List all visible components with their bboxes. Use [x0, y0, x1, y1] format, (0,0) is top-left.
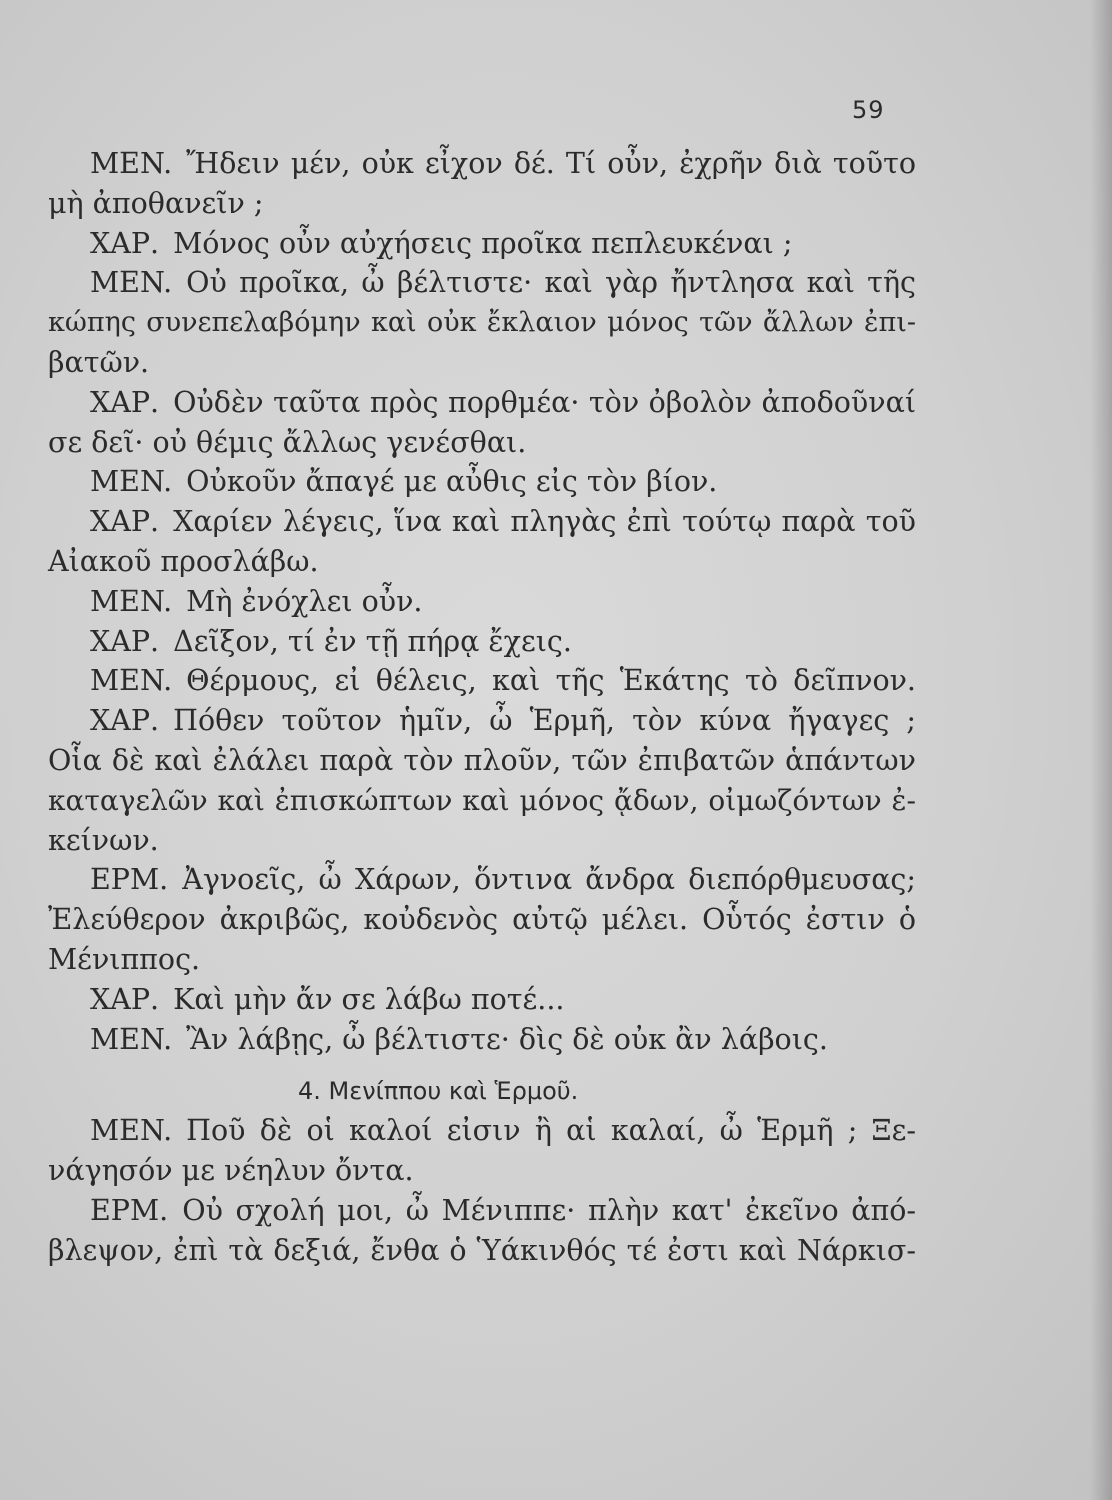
page-number: 59 — [852, 96, 885, 124]
line-text: Οὐκοῦν ἄπαγέ με αὖθις εἰς τὸν βίον. — [186, 465, 718, 499]
line-text: βατῶν. — [48, 345, 150, 379]
line-text: μὴ ἀποθανεῖν ; — [48, 186, 264, 220]
text-line — [48, 622, 916, 662]
line-text: Αἰακοῦ προσλάβω. — [48, 544, 319, 578]
text-line — [48, 900, 916, 940]
line-text: Χαρίεν λέγεις, ἵνα καὶ πληγὰς ἐπὶ τούτῳ παρὰ τοῦ — [173, 505, 916, 539]
text-line — [48, 303, 916, 343]
text-line — [48, 1231, 916, 1271]
text-line — [48, 1151, 916, 1191]
line-text: Ἀγνοεῖς, ὦ Χάρων, ὅντινα ἄνδρα διεπόρθμευσας; — [182, 863, 916, 897]
text-line — [48, 423, 916, 463]
line-text: κώπης συνεπελαβόμην καὶ οὐκ ἔκλαιον μόνος τῶν ἄλλων ἐπι- — [48, 307, 916, 339]
line-text: σε δεῖ· οὐ θέμις ἄλλως γενέσθαι. — [48, 425, 527, 459]
line-text: Οἷα δὲ καὶ ἐλάλει παρὰ τὸν πλοῦν, τῶν ἐπιβατῶν ἁπάντων — [48, 743, 916, 777]
line-text: Μόνος οὖν αὐχήσεις προῖκα πεπλευκέναι ; — [173, 226, 793, 260]
line-text: νάγησόν με νέηλυν ὄντα. — [48, 1154, 414, 1188]
speaker-label: MEN. — [90, 1114, 173, 1148]
line-text: Οὐδὲν ταῦτα πρὸς πορθμέα· τὸν ὀβολὸν ἀποδοῦναί — [173, 385, 916, 419]
text-line — [48, 343, 916, 383]
text-line — [48, 502, 916, 542]
speaker-label: ΕΡΜ. — [90, 1193, 169, 1227]
line-text: Πόθεν τοῦτον ἡμῖν, ὦ Ἑρμῆ, τὸν κύνα ἤγαγες ; — [173, 704, 916, 738]
speaker-label: ΧΑΡ. — [90, 385, 160, 419]
line-text: κείνων. — [48, 823, 159, 857]
speaker-label: MEN. — [90, 584, 173, 618]
line-text: Οὐ σχολή μοι, ὦ Μένιππε· πλὴν κατ' ἐκεῖνο ἀπό- — [182, 1193, 916, 1227]
text-line — [48, 860, 916, 900]
line-text: Ἂν λάβῃς, ὦ βέλτιστε· δὶς δὲ οὐκ ἂν λάβοις. — [186, 1022, 828, 1056]
line-text: Δεῖξον, τί ἐν τῇ πήρᾳ ἔχεις. — [173, 624, 572, 658]
text-line — [48, 144, 916, 184]
line-text: Καὶ μὴν ἄν σε λάβω ποτέ... — [173, 982, 565, 1016]
speaker-label: ΕΡΜ. — [90, 863, 169, 897]
speaker-label: MEN. — [90, 266, 173, 300]
section-heading: 4. Μενίππου καὶ Ἑρμοῦ. — [298, 1077, 579, 1106]
text-line — [48, 980, 916, 1020]
speaker-label: ΧΑΡ. — [90, 704, 160, 738]
line-text: Θέρμους, εἰ θέλεις, καὶ τῆς Ἑκάτης τὸ δεῖπνον. — [186, 664, 916, 698]
text-line — [48, 661, 916, 701]
text-line — [48, 1111, 916, 1151]
text-line — [48, 821, 916, 861]
text-line — [48, 1020, 916, 1060]
speaker-label: ΧΑΡ. — [90, 982, 160, 1016]
line-text: καταγελῶν καὶ ἐπισκώπτων καὶ μόνος ᾄδων, οἰμωζόντων ἐ- — [48, 783, 916, 817]
text-line — [48, 542, 916, 582]
dialogue-text — [48, 144, 916, 1271]
speaker-label: MEN. — [90, 664, 173, 698]
text-line — [48, 1191, 916, 1231]
line-text: Οὐ προῖκα, ὦ βέλτιστε· καὶ γὰρ ἤντλησα καὶ τῆς — [186, 266, 916, 300]
text-line — [48, 582, 916, 622]
speaker-label: MEN. — [90, 147, 173, 180]
speaker-label: ΧΑΡ. — [90, 624, 160, 658]
speaker-label: ΧΑΡ. — [90, 226, 160, 260]
speaker-label: ΧΑΡ. — [90, 505, 160, 539]
text-line — [48, 781, 916, 821]
speaker-label: MEN. — [90, 465, 173, 499]
line-text: βλεψον, ἐπὶ τὰ δεξιά, ἔνθα ὁ Ὑάκινθός τέ ἐστι καὶ Νάρκισ- — [48, 1233, 916, 1267]
speaker-label: MEN. — [90, 1022, 173, 1056]
line-text: Ἤδειν μέν, οὐκ εἶχον δέ. Τί οὖν, ἐχρῆν διὰ τοῦτο — [186, 147, 916, 180]
line-text: Ποῦ δὲ οἱ καλοί εἰσιν ἢ αἱ καλαί, ὦ Ἑρμῆ ; Ξε- — [186, 1114, 916, 1148]
text-line — [48, 462, 916, 502]
text-line — [48, 701, 916, 741]
line-text: Μὴ ἐνόχλει οὖν. — [186, 584, 423, 618]
text-line — [48, 383, 916, 423]
text-line — [48, 741, 916, 781]
line-text: Μένιππος. — [48, 942, 201, 976]
page-edge-shadow — [1090, 0, 1112, 1500]
text-line — [48, 940, 916, 980]
line-text: Ἐλεύθερον ἀκριβῶς, κοὐδενὸς αὐτῷ μέλει. Οὗτός ἐστιν ὁ — [48, 903, 916, 937]
text-line — [48, 263, 916, 303]
text-line — [48, 224, 916, 264]
text-line — [48, 184, 916, 224]
